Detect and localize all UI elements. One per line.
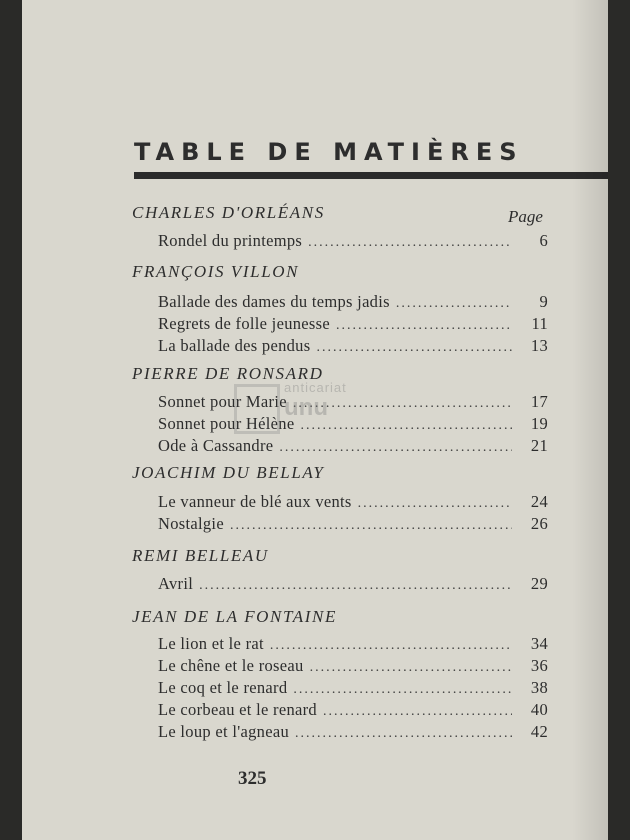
toc-entry	[158, 492, 548, 514]
author-heading: JOACHIM DU BELLAY	[132, 463, 325, 482]
toc-entry	[158, 314, 548, 336]
entry-page: 42	[530, 722, 548, 741]
entry-page: 36	[530, 656, 548, 675]
book-page	[22, 0, 608, 840]
watermark-mark	[234, 384, 280, 434]
dot-leader	[199, 578, 512, 594]
toc-entry	[158, 722, 548, 744]
toc-title: TABLE DE MATIÈRES	[134, 138, 524, 166]
entry-title: Le coq et le renard	[158, 678, 288, 697]
entry-title: Le loup et l'agneau	[158, 722, 289, 741]
entry-title: Le lion et le rat	[158, 634, 264, 653]
entry-page: 13	[530, 336, 548, 355]
toc-entry	[158, 634, 548, 656]
entry-page: 19	[530, 414, 548, 433]
author-heading: REMI BELLEAU	[132, 546, 269, 565]
entry-page: 26	[530, 514, 548, 533]
entry-title: Le vanneur de blé aux vents	[158, 492, 352, 511]
toc-entry	[158, 700, 548, 722]
entry-title: Avril	[158, 574, 194, 593]
dot-leader	[358, 496, 512, 512]
entry-page: 24	[530, 492, 548, 511]
toc-entry	[158, 574, 548, 596]
entry-page: 29	[530, 574, 548, 593]
entry-title: Le chêne et le roseau	[158, 656, 304, 675]
toc-entry	[158, 392, 548, 414]
entry-page: 17	[530, 392, 548, 411]
toc-entry	[158, 514, 548, 536]
entry-title: Le corbeau et le renard	[158, 700, 317, 719]
dot-leader	[295, 726, 512, 742]
entry-title: Sonnet pour Hélène	[158, 414, 295, 433]
watermark-line-2: unu	[284, 394, 328, 421]
toc-entry	[158, 678, 548, 700]
dot-leader	[310, 660, 512, 676]
title-rule	[134, 172, 608, 179]
toc-entry	[158, 656, 548, 678]
dot-leader	[293, 682, 512, 698]
entry-page: 40	[530, 700, 548, 719]
entry-page: 11	[531, 314, 548, 333]
toc-entry	[158, 414, 548, 436]
entry-page: 34	[530, 634, 548, 653]
dot-leader	[279, 440, 512, 456]
toc-entry	[158, 336, 548, 358]
toc-entry	[158, 292, 548, 314]
dot-leader	[230, 518, 512, 534]
entry-page: 38	[530, 678, 548, 697]
toc-entry	[158, 436, 548, 458]
author-heading: PIERRE DE RONSARD	[132, 364, 324, 383]
watermark-line-1: anticariat	[284, 380, 347, 395]
dot-leader	[300, 418, 512, 434]
entry-title: Rondel du printemps	[158, 231, 303, 250]
author-heading: FRANÇOIS VILLON	[132, 262, 300, 281]
author-heading: JEAN DE LA FONTAINE	[132, 607, 337, 626]
dot-leader	[308, 235, 512, 251]
entry-title: Sonnet pour Marie	[158, 392, 287, 411]
entry-title: La ballade des pendus	[158, 336, 311, 355]
entry-title: Ode à Cassandre	[158, 436, 274, 455]
author-heading: CHARLES D'ORLÉANS	[132, 203, 325, 222]
dot-leader	[316, 340, 512, 356]
entry-page: 9	[539, 292, 548, 311]
entry-page: 21	[530, 436, 548, 455]
dot-leader	[336, 318, 512, 334]
dot-leader	[396, 296, 512, 312]
entry-title: Ballade des dames du temps jadis	[158, 292, 390, 311]
entry-title: Nostalgie	[158, 514, 224, 533]
toc-entry	[158, 231, 548, 253]
dot-leader	[323, 704, 512, 720]
dot-leader	[270, 638, 512, 654]
page-column-label: Page	[508, 207, 543, 226]
page-number: 325	[238, 768, 267, 789]
entry-title: Regrets de folle jeunesse	[158, 314, 330, 333]
entry-page: 6	[539, 231, 548, 250]
